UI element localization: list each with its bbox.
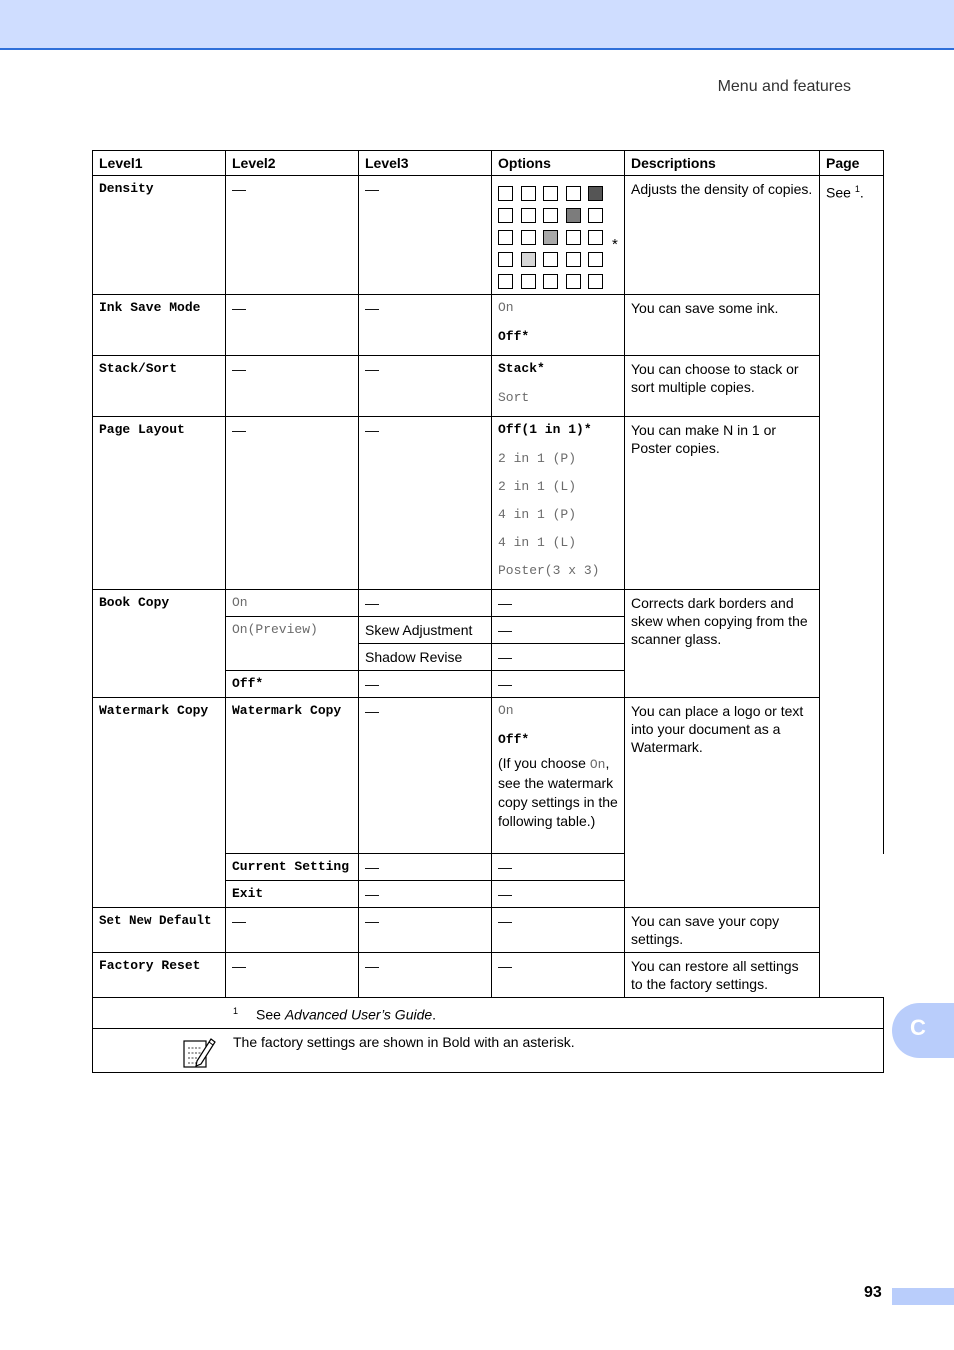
density-level-square — [521, 186, 536, 201]
ink-save-level3: — — [359, 295, 492, 356]
page-layout-description: You can make N in 1 or Poster copies. — [625, 417, 820, 590]
page-suffix: . — [859, 184, 864, 201]
row-watermark-main — [93, 698, 884, 854]
density-level-square — [543, 208, 558, 223]
watermark-description: You can place a logo or text into your document as a Watermark. — [625, 698, 820, 908]
ink-save-options — [492, 295, 625, 356]
book-copy-skew-options: — — [492, 617, 625, 644]
ink-save-level1: Ink Save Mode — [93, 295, 226, 356]
stack-sort-level3: — — [359, 356, 492, 417]
density-default-marker: * — [612, 236, 618, 253]
density-level1: Density — [93, 176, 226, 295]
watermark-level1: Watermark Copy — [93, 698, 226, 908]
col-level1: Level1 — [93, 151, 226, 176]
page-layout-opt: Poster(3 x 3) — [498, 563, 600, 578]
row-memo — [93, 1028, 884, 1072]
row-factory-reset — [93, 953, 884, 998]
row-density — [93, 176, 884, 295]
row-ink-save — [93, 295, 884, 356]
col-options: Options — [492, 151, 625, 176]
density-level-square — [521, 252, 536, 267]
book-copy-skew: Skew Adjustment — [359, 617, 492, 644]
set-new-default-level1: Set New Default — [93, 908, 226, 953]
footnote-cell — [93, 998, 884, 1029]
row-page-layout — [93, 417, 884, 590]
chapter-tab — [892, 1003, 954, 1058]
col-level3: Level3 — [359, 151, 492, 176]
set-new-default-level2: — — [226, 908, 359, 953]
page-layout-opt: 2 in 1 (P) — [498, 451, 577, 466]
density-level-square — [566, 208, 581, 223]
density-level-square — [521, 208, 536, 223]
footnote-post: . — [432, 1006, 437, 1023]
density-grid — [498, 186, 618, 289]
book-copy-on: On — [226, 590, 359, 617]
book-copy-level1: Book Copy — [93, 590, 226, 698]
page-layout-default: Off(1 in 1)* — [498, 422, 592, 437]
footnote-number: 1 — [233, 1006, 239, 1016]
watermark-note-pre: (If you choose — [498, 755, 590, 771]
factory-reset-level2: — — [226, 953, 359, 998]
density-level-square — [543, 186, 558, 201]
top-band — [0, 0, 954, 50]
memo-pencil-icon — [181, 1035, 217, 1069]
factory-reset-options: — — [492, 953, 625, 998]
watermark-level3: — — [359, 698, 492, 854]
page-layout-level2: — — [226, 417, 359, 590]
density-level-square — [498, 186, 513, 201]
density-level-square — [498, 274, 513, 289]
book-copy-on-level3: — — [359, 590, 492, 617]
memo-cell — [93, 1028, 884, 1072]
watermark-note-post: , see the watermark copy settings in the following table.) — [498, 755, 618, 829]
density-level-square — [566, 274, 581, 289]
density-level-square — [543, 252, 558, 267]
row-set-new-default — [93, 908, 884, 953]
book-copy-off-options: — — [492, 671, 625, 698]
density-level-square — [521, 230, 536, 245]
density-level-square — [588, 208, 603, 223]
density-level-square — [566, 230, 581, 245]
page-see: See — [826, 184, 851, 201]
book-copy-on-options: — — [492, 590, 625, 617]
page-bar — [892, 1288, 954, 1305]
col-page: Page — [820, 151, 884, 176]
page-layout-opt: 2 in 1 (L) — [498, 479, 577, 494]
row-stack-sort — [93, 356, 884, 417]
density-level-square — [498, 230, 513, 245]
book-copy-description: Corrects dark borders and skew when copying from the scanner glass. — [625, 590, 820, 698]
page-layout-opt: 4 in 1 (L) — [498, 535, 577, 550]
row-book-copy-on — [93, 590, 884, 617]
book-copy-preview: On(Preview) — [226, 617, 359, 671]
density-level-square — [566, 186, 581, 201]
chapter-letter: C — [910, 1015, 926, 1040]
watermark-current-options: — — [492, 854, 625, 881]
density-level-square — [543, 230, 558, 245]
density-level-square — [543, 274, 558, 289]
running-head: Menu and features — [717, 78, 851, 95]
ink-save-on: On — [498, 300, 514, 315]
page-number: 93 — [864, 1284, 882, 1301]
book-copy-off-level3: — — [359, 671, 492, 698]
stack-sort-options — [492, 356, 625, 417]
page-layout-level1: Page Layout — [93, 417, 226, 590]
density-level-square — [498, 208, 513, 223]
stack-sort-sort: Sort — [498, 390, 530, 405]
footnote-pre: See — [256, 1006, 285, 1023]
density-level-square — [566, 252, 581, 267]
density-level-square — [588, 230, 603, 245]
watermark-note — [498, 754, 618, 831]
watermark-current-level3: — — [359, 854, 492, 881]
page-footnote-ref: 1 — [854, 184, 860, 194]
stack-sort-stack: Stack* — [498, 361, 545, 376]
watermark-note-on: On — [589, 757, 606, 772]
density-level2: — — [226, 176, 359, 295]
page-layout-level3: — — [359, 417, 492, 590]
watermark-level2: Watermark Copy — [226, 698, 359, 854]
density-level-square — [588, 186, 603, 201]
watermark-on: On — [498, 703, 514, 718]
book-copy-shadow: Shadow Revise — [359, 644, 492, 671]
book-copy-off: Off* — [226, 671, 359, 698]
book-copy-shadow-options: — — [492, 644, 625, 671]
watermark-current-setting: Current Setting — [226, 854, 359, 881]
page-cell — [820, 176, 884, 854]
watermark-exit: Exit — [226, 881, 359, 908]
col-level2: Level2 — [226, 151, 359, 176]
factory-reset-level3: — — [359, 953, 492, 998]
ink-save-level2: — — [226, 295, 359, 356]
watermark-off: Off* — [498, 732, 530, 747]
page-layout-opt: 4 in 1 (P) — [498, 507, 577, 522]
watermark-exit-level3: — — [359, 881, 492, 908]
density-level-square — [521, 274, 536, 289]
stack-sort-level2: — — [226, 356, 359, 417]
factory-reset-level1: Factory Reset — [93, 953, 226, 998]
copy-menu-table — [92, 150, 884, 1073]
set-new-default-options: — — [492, 908, 625, 953]
header-row — [93, 151, 884, 176]
density-level3: — — [359, 176, 492, 295]
density-options — [492, 176, 625, 295]
density-level-square — [588, 252, 603, 267]
watermark-options — [492, 698, 625, 854]
density-level-square — [588, 274, 603, 289]
ink-save-description: You can save some ink. — [625, 295, 820, 356]
stack-sort-level1: Stack/Sort — [93, 356, 226, 417]
density-description: Adjusts the density of copies. — [625, 176, 820, 295]
stack-sort-description: You can choose to stack or sort multiple copies. — [625, 356, 820, 417]
ink-save-off: Off* — [498, 329, 530, 344]
col-descriptions: Descriptions — [625, 151, 820, 176]
density-level-square — [498, 252, 513, 267]
set-new-default-description: You can save your copy settings. — [625, 908, 820, 953]
footnote-title: Advanced User’s Guide — [284, 1006, 433, 1023]
page-layout-options — [492, 417, 625, 590]
set-new-default-level3: — — [359, 908, 492, 953]
factory-reset-description: You can restore all settings to the factory settings. — [625, 953, 820, 998]
watermark-exit-options: — — [492, 881, 625, 908]
row-footnote — [93, 998, 884, 1029]
memo-text: The factory settings are shown in Bold with an asterisk. — [233, 1033, 575, 1050]
